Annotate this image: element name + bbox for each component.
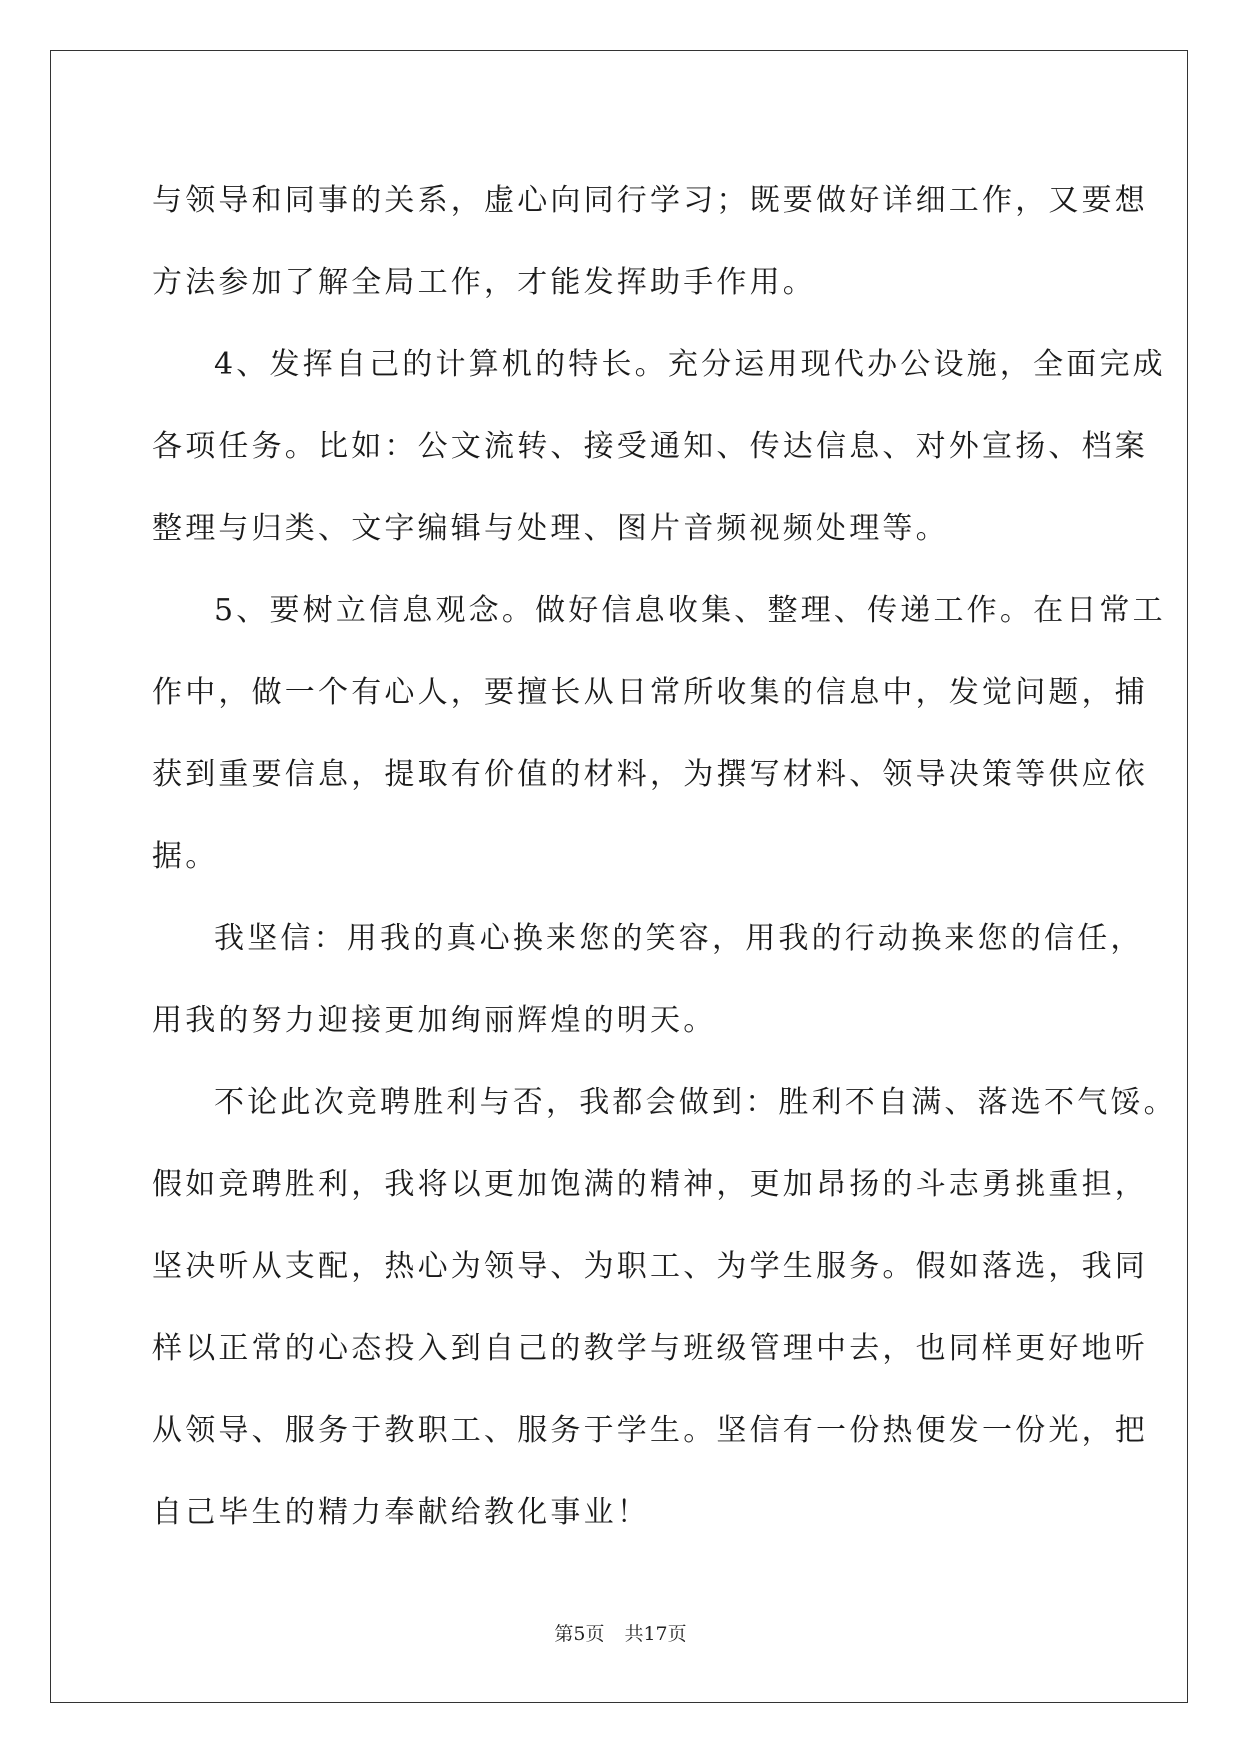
text-line: 坚决听从支配，热心为领导、为职工、为学生服务。假如落选，我同 xyxy=(152,1249,1148,1284)
text-line: 不论此次竞聘胜利与否，我都会做到：胜利不自满、落选不气馁。 xyxy=(214,1085,1177,1120)
text-line: 据。 xyxy=(152,839,219,874)
text-line: 假如竞聘胜利，我将以更加饱满的精神，更加昂扬的斗志勇挑重担， xyxy=(152,1167,1148,1202)
page-total: 共17页 xyxy=(624,1623,687,1645)
text-line: 从领导、服务于教职工、服务于学生。坚信有一份热便发一份光，把 xyxy=(152,1413,1148,1448)
text-line: 用我的努力迎接更加绚丽辉煌的明天。 xyxy=(152,1003,717,1038)
text-line: 自己毕生的精力奉献给教化事业！ xyxy=(152,1495,650,1530)
text-line: 整理与归类、文字编辑与处理、图片音频视频处理等。 xyxy=(152,511,949,546)
text-line: 5、要树立信息观念。做好信息收集、整理、传递工作。在日常工 xyxy=(214,593,1166,628)
text-line: 获到重要信息，提取有价值的材料，为撰写材料、领导决策等供应依 xyxy=(152,757,1148,792)
text-line: 方法参加了解全局工作，才能发挥助手作用。 xyxy=(152,265,816,300)
text-line: 我坚信：用我的真心换来您的笑容，用我的行动换来您的信任， xyxy=(214,921,1144,956)
text-line: 4、发挥自己的计算机的特长。充分运用现代办公设施，全面完成 xyxy=(214,347,1166,382)
text-line: 样以正常的心态投入到自己的教学与班级管理中去，也同样更好地听 xyxy=(152,1331,1148,1366)
document-body xyxy=(152,160,1177,1554)
text-line: 与领导和同事的关系，虚心向同行学习；既要做好详细工作，又要想 xyxy=(152,183,1148,218)
text-line: 各项任务。比如：公文流转、接受通知、传达信息、对外宣扬、档案 xyxy=(152,429,1148,464)
page-footer xyxy=(0,1619,1241,1646)
page-number: 第5页 xyxy=(554,1623,605,1645)
text-line: 作中，做一个有心人，要擅长从日常所收集的信息中，发觉问题，捕 xyxy=(152,675,1148,710)
